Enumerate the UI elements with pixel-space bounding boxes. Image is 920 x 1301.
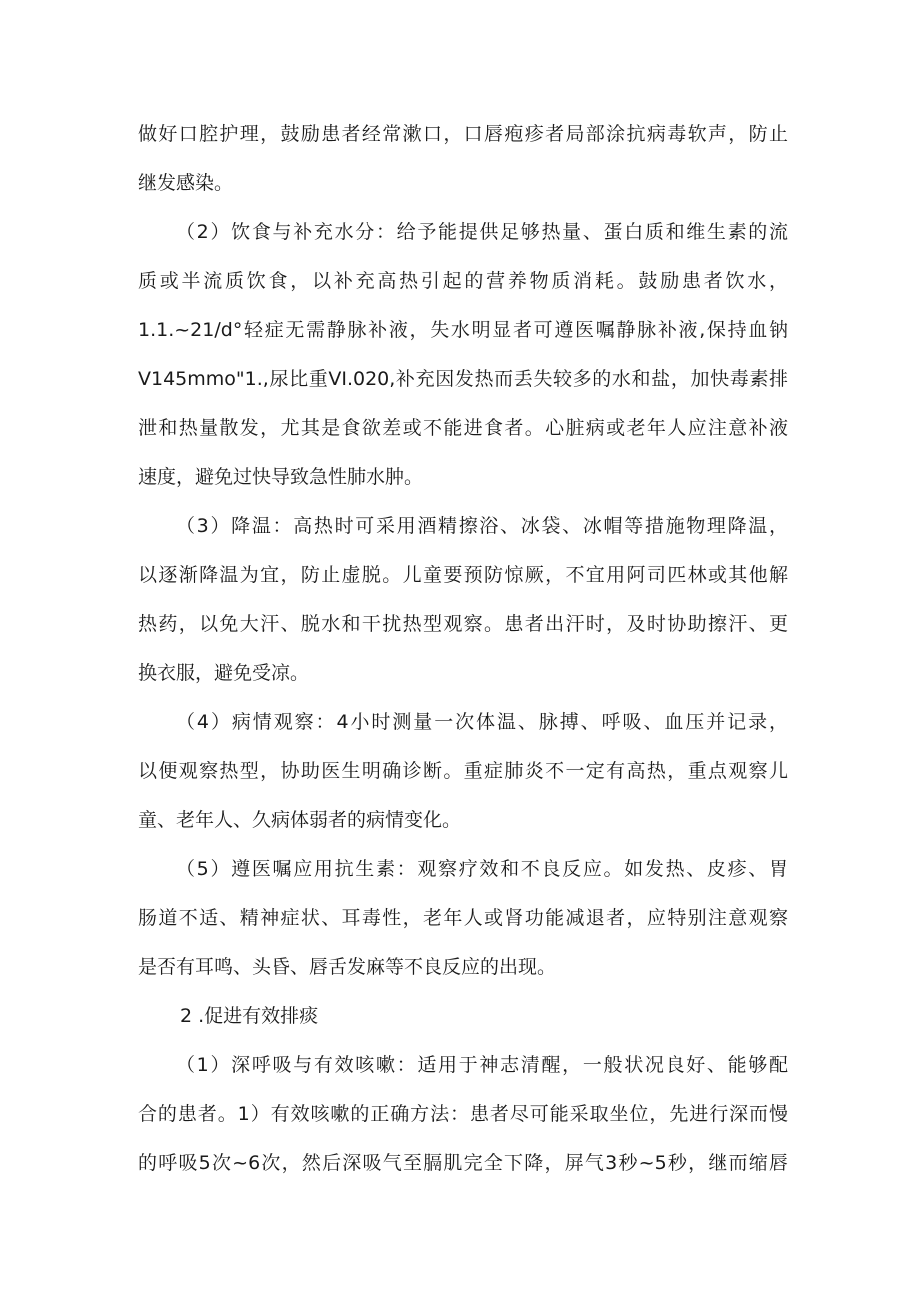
text-line: 1.1.~21∕d°轻症无需静脉补液，失水明显者可遵医嘱静脉补液,保持血钠 <box>138 319 788 341</box>
text-line: 合的患者。1）有效咳嗽的正确方法：患者尽可能采取坐位，先进行深而慢 <box>138 1103 788 1125</box>
text-line: 以便观察热型，协助医生明确诊断。重症肺炎不一定有高热，重点观察儿 <box>138 760 788 782</box>
text-line: （3）降温：高热时可采用酒精擦浴、冰袋、冰帽等措施物理降温， <box>176 515 788 537</box>
text-line: （4）病情观察：4小时测量一次体温、脉搏、呼吸、血压并记录， <box>176 711 788 733</box>
text-line: 热药，以免大汗、脱水和干扰热型观察。患者出汗时，及时协助擦汗、更 <box>138 613 788 635</box>
text-line: 的呼吸5次~6次，然后深吸气至膈肌完全下降，屏气3秒~5秒，继而缩唇 <box>138 1152 788 1174</box>
text-line: 以逐渐降温为宜，防止虚脱。儿童要预防惊厥，不宜用阿司匹林或其他解 <box>138 564 788 586</box>
text-line: 做好口腔护理，鼓励患者经常漱口，口唇疱疹者局部涂抗病毒软声，防止 <box>138 123 788 145</box>
text-line: 换衣服，避免受凉。 <box>138 662 310 684</box>
text-line: 泄和热量散发，尤其是食欲差或不能进食者。心脏病或老年人应注意补液 <box>138 417 788 439</box>
text-line: 童、老年人、久病体弱者的病情变化。 <box>138 809 462 831</box>
text-line: 速度，避免过快导致急性肺水肿。 <box>138 466 424 488</box>
text-line: （2）饮食与补充水分：给予能提供足够热量、蛋白质和维生素的流 <box>176 221 788 243</box>
text-line: 是否有耳鸣、头昏、唇舌发麻等不良反应的出现。 <box>138 956 557 978</box>
text-line: V145mmo"1.,尿比重VI.020,补充因发热而丢失较多的水和盐，加快毒素排 <box>138 368 788 390</box>
section-heading: 2 .促进有效排痰 <box>180 1005 319 1027</box>
text-line: 继发感染。 <box>138 172 234 194</box>
text-line: 质或半流质饮食，以补充高热引起的营养物质消耗。鼓励患者饮水， <box>138 270 788 292</box>
text-line: 肠道不适、精神症状、耳毒性，老年人或肾功能减退者，应特别注意观察 <box>138 907 788 929</box>
text-line: （5）遵医嘱应用抗生素：观察疗效和不良反应。如发热、皮疹、胃 <box>176 858 788 880</box>
text-line: （1）深呼吸与有效咳嗽：适用于神志清醒，一般状况良好、能够配 <box>176 1054 788 1076</box>
